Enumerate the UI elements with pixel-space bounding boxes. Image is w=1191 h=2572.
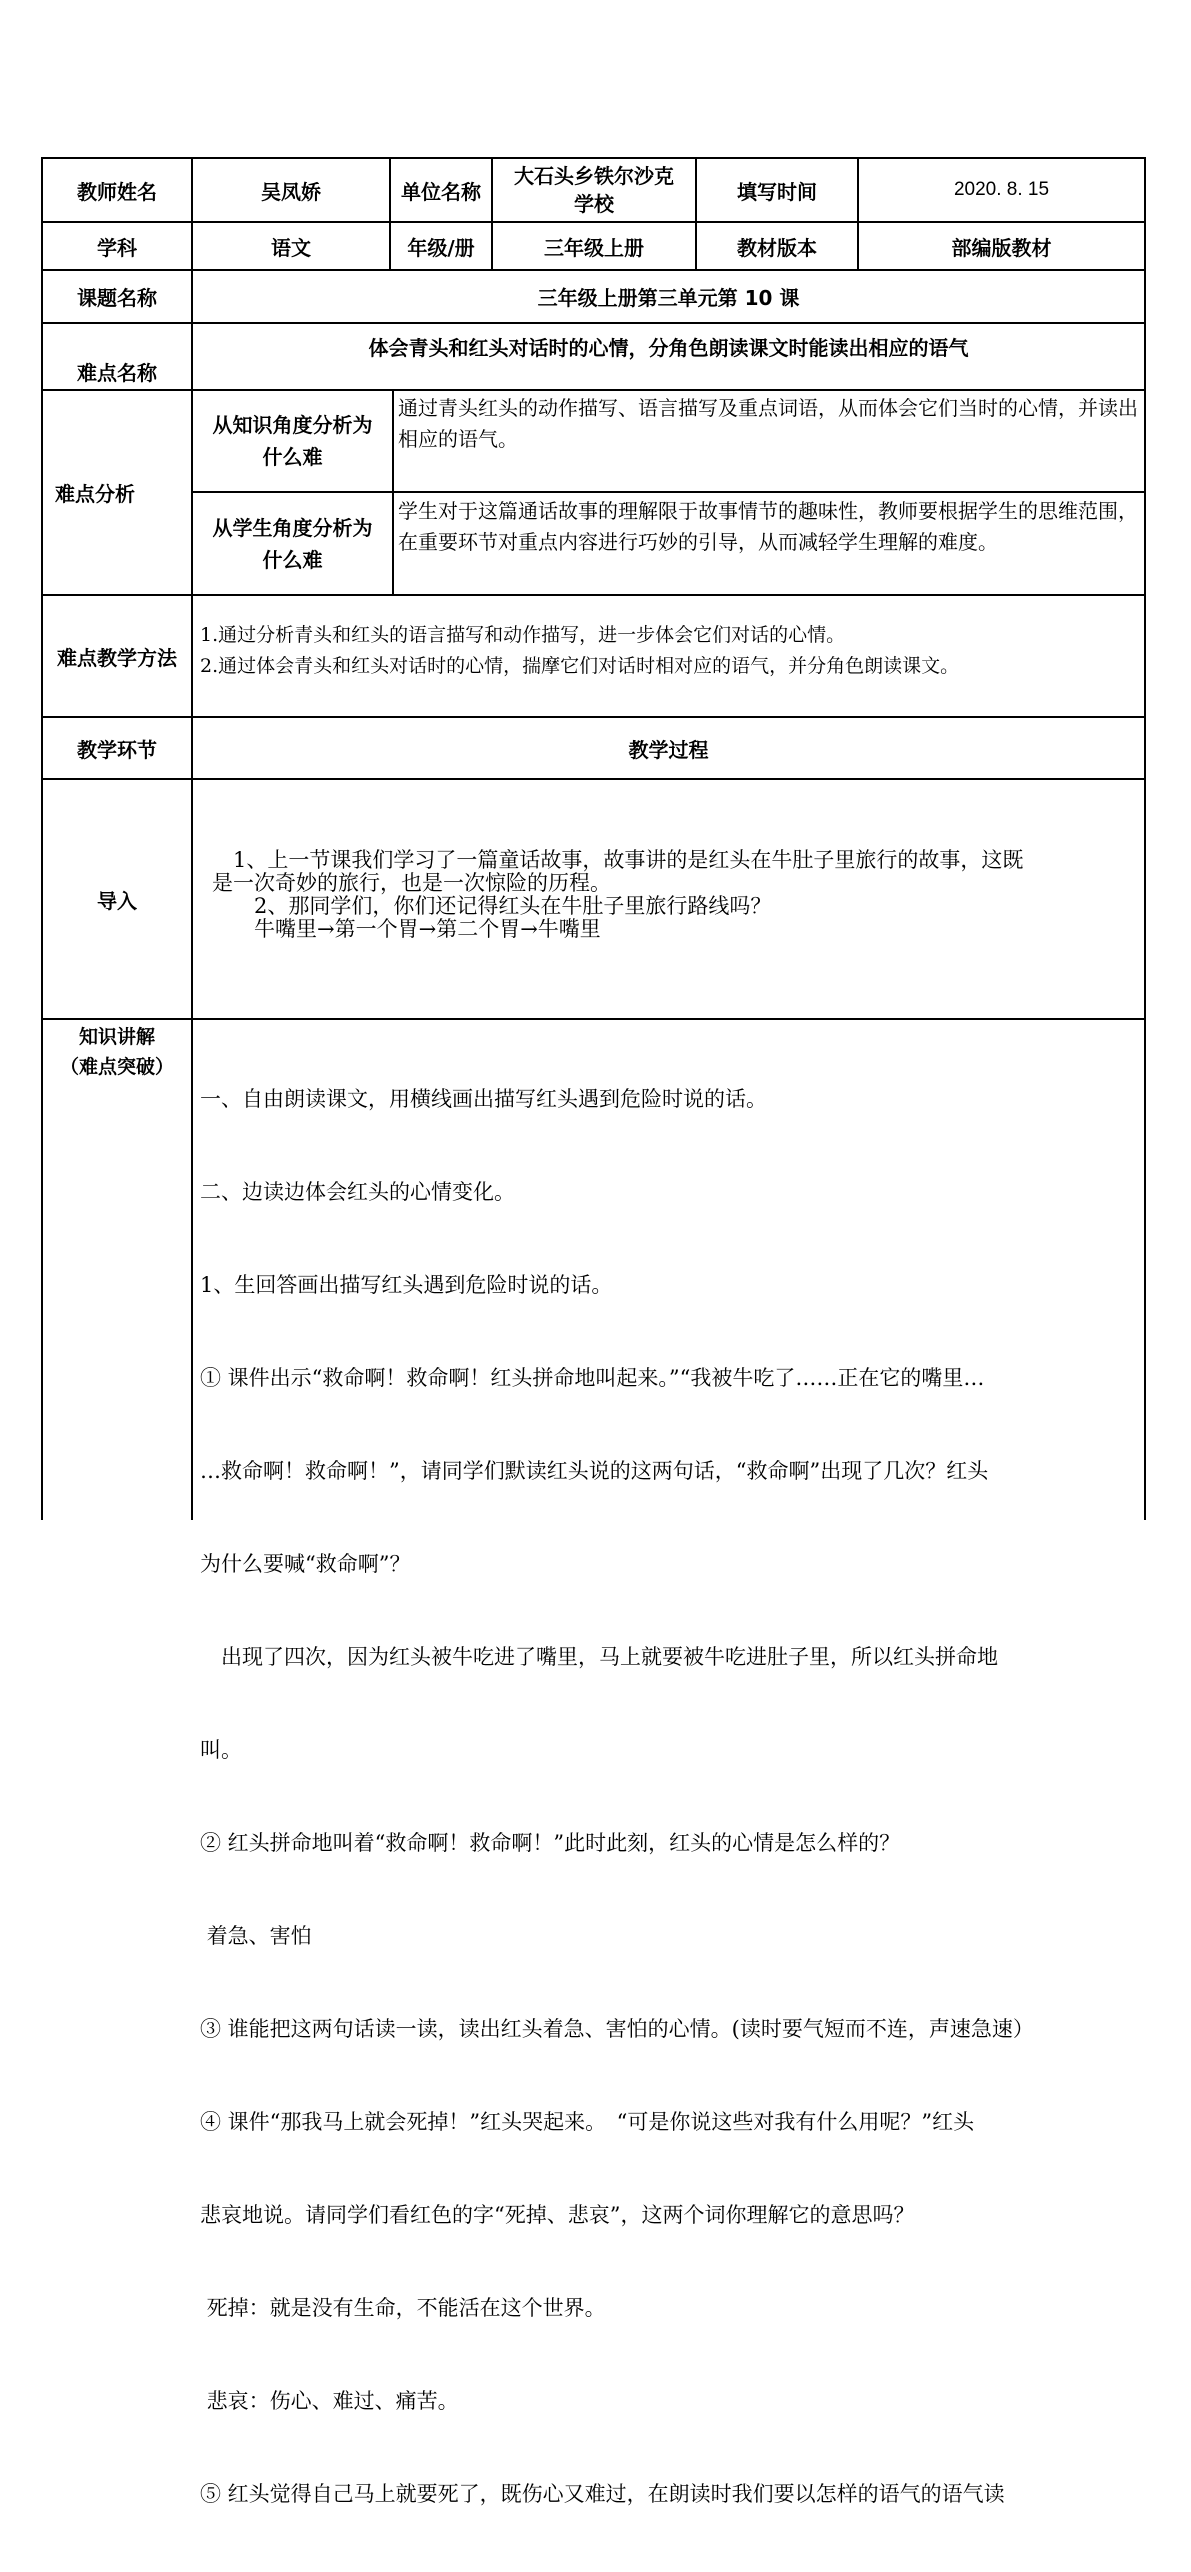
knowledge-angle-line1: 从知识角度分析为	[212, 413, 373, 437]
student-angle-line1: 从学生角度分析为	[212, 515, 373, 540]
topic-value: 三年级上册第三单元第 10 课	[537, 286, 800, 310]
difficulty-label: 难点名称	[77, 361, 157, 385]
row-divider	[41, 778, 1146, 780]
knowledge-line: 1、生回答画出描写红头遇到危险时说的话。	[200, 1273, 613, 1297]
intro-line: 牛嘴里→第一个胃→第二个胃→牛嘴里	[212, 917, 601, 941]
teacher-name-label: 教师姓名	[77, 179, 157, 204]
knowledge-text	[200, 1022, 1142, 2572]
topic-label: 课题名称	[77, 286, 157, 310]
knowledge-line: ⑤ 红头觉得自己马上就要死了，既伤心又难过，在朗读时我们要以怎样的语气的语气读	[200, 2482, 1005, 2506]
knowledge-angle-line2: 什么难	[262, 445, 323, 469]
intro-text	[212, 849, 1142, 941]
edition-value: 部编版教材	[951, 235, 1052, 260]
knowledge-label-line2: （难点突破）	[59, 1056, 174, 1078]
edition-label: 教材版本	[737, 235, 817, 260]
knowledge-line: ④ 课件“那我马上就会死掉！”红头哭起来。 “可是你说这些对我有什么用呢？”红头	[200, 2110, 975, 2134]
method-list	[200, 620, 1140, 682]
knowledge-line: ③ 谁能把这两句话读一读，读出红头着急、害怕的心情。(读时要气短而不连，声速急速）	[200, 2017, 1034, 2041]
fill-date-value: 2020. 8. 15	[953, 179, 1050, 200]
intro-line: 是一次奇妙的旅行，也是一次惊险的历程。	[212, 871, 611, 895]
row-divider	[41, 594, 1146, 596]
knowledge-angle-label	[193, 391, 392, 491]
knowledge-line: 悲哀：伤心、难过、痛苦。	[200, 2389, 459, 2413]
knowledge-line: ① 课件出示“救命啊！救命啊！红头拼命地叫起来。”“我被牛吃了……正在它的嘴里…	[200, 1366, 985, 1390]
stage-column-header: 教学环节	[77, 737, 157, 762]
knowledge-line: 二、边读边体会红头的心情变化。	[200, 1180, 515, 1204]
knowledge-line: 出现了四次，因为红头被牛吃进了嘴里，马上就要被牛吃进肚子里，所以红头拼命地	[200, 1645, 998, 1669]
knowledge-angle-text: 通过青头红头的动作描写、语言描写及重点词语，从而体会它们当时的心情，并读出相应的语气。	[398, 396, 1138, 451]
process-column-header: 教学过程	[628, 737, 709, 762]
knowledge-line: 悲哀地说。请同学们看红色的字“死掉、悲哀”，这两个词你理解它的意思吗？	[200, 2203, 915, 2227]
knowledge-line: 着急、害怕	[200, 1924, 312, 1948]
knowledge-section-label	[43, 1022, 191, 1082]
method-item: 2.通过体会青头和红头对话时的心情，揣摩它们对话时相对应的语气，并分角色朗读课文。	[200, 655, 960, 677]
knowledge-line: 叫。	[200, 1738, 242, 1762]
analysis-label: 难点分析	[55, 482, 135, 506]
unit-name-label: 单位名称	[401, 179, 481, 204]
analysis-column-divider	[392, 389, 394, 596]
method-label: 难点教学方法	[57, 645, 177, 670]
student-angle-text: 学生对于这篇通话故事的理解限于故事情节的趣味性，教师要根据学生的思维范围，在重要环节对重点内容进行巧妙的引导，从而减轻学生理解的难度。	[398, 499, 1138, 554]
knowledge-line: 一、自由朗读课文，用横线画出描写红头遇到危险时说的话。	[200, 1087, 767, 1111]
student-angle-label	[193, 493, 392, 594]
method-item: 1.通过分析青头和红头的语言描写和动作描写，进一步体会它们对话的心情。	[200, 624, 846, 646]
knowledge-line: …救命啊！救命啊！”，请同学们默读红头说的这两句话，“救命啊”出现了几次？红头	[200, 1459, 989, 1483]
intro-line: 1、上一节课我们学习了一篇童话故事，故事讲的是红头在牛肚子里旅行的故事，这既	[212, 848, 1024, 872]
subject-label: 学科	[97, 235, 137, 260]
unit-name-line2: 学校	[574, 192, 614, 216]
teacher-name-value: 吴凤娇	[261, 179, 321, 204]
knowledge-line: 死掉：就是没有生命，不能活在这个世界。	[200, 2296, 606, 2320]
intro-label: 导入	[97, 888, 137, 913]
student-angle-line2: 什么难	[262, 547, 323, 572]
unit-name-line1: 大石头乡铁尔沙克	[514, 164, 674, 188]
unit-name-value	[493, 159, 695, 221]
knowledge-label-line1: 知识讲解	[78, 1026, 155, 1048]
fill-date-label: 填写时间	[737, 179, 817, 204]
row-divider	[41, 1018, 1146, 1020]
difficulty-value: 体会青头和红头对话时的心情，分角色朗读课文时能读出相应的语气	[368, 336, 969, 360]
knowledge-line: 为什么要喊“救命啊”？	[200, 1552, 411, 1576]
subject-value: 语文	[271, 235, 311, 260]
knowledge-line: ② 红头拼命地叫着“救命啊！救命啊！”此时此刻，红头的心情是怎么样的？	[200, 1831, 901, 1855]
grade-value: 三年级上册	[544, 235, 644, 260]
intro-line: 2、那同学们，你们还记得红头在牛肚子里旅行路线吗？	[212, 894, 772, 918]
table-border-right	[1144, 157, 1146, 1520]
grade-label: 年级/册	[407, 235, 475, 260]
